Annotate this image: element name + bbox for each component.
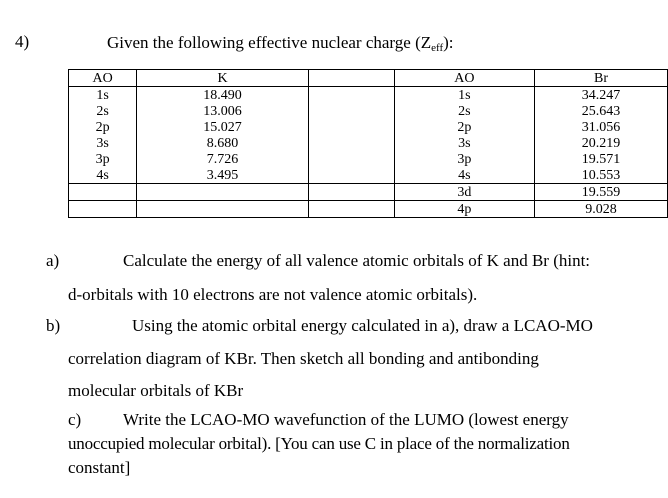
cell-br: 20.219 xyxy=(534,135,667,151)
table-row xyxy=(69,151,668,167)
cell-ao-br: 3d xyxy=(394,184,534,201)
cell-k xyxy=(137,184,309,201)
cell-k: 3.495 xyxy=(137,167,309,184)
cell-k: 8.680 xyxy=(137,135,309,151)
cell-ao-br: 3p xyxy=(394,151,534,167)
cell-k xyxy=(137,201,309,218)
cell-gap xyxy=(308,103,394,119)
question-intro: Given the following effective nuclear charge $(Z_{eff})$: xyxy=(107,33,454,54)
cell-br: 31.056 xyxy=(534,119,667,135)
header-ao-br: AO xyxy=(394,70,534,87)
cell-gap xyxy=(308,119,394,135)
cell-ao-k: 2p xyxy=(69,119,137,135)
cell-ao-k: 4s xyxy=(69,167,137,184)
part-b-line1: Using the atomic orbital energy calculated in a), draw a LCAO-MO xyxy=(132,316,593,335)
cell-ao-br: 2p xyxy=(394,119,534,135)
question-number: 4) xyxy=(15,32,30,51)
cell-ao-br: 2s xyxy=(394,103,534,119)
part-b-label: b) xyxy=(46,316,61,335)
cell-k: 13.006 xyxy=(137,103,309,119)
cell-k: 18.490 xyxy=(137,87,309,104)
table-row xyxy=(69,87,668,104)
cell-br: 9.028 xyxy=(534,201,667,218)
cell-gap xyxy=(308,151,394,167)
cell-gap xyxy=(308,167,394,184)
part-c-line3: constant] xyxy=(68,458,131,477)
table-row xyxy=(69,119,668,135)
part-a-line1: Calculate the energy of all valence atomic orbitals of K and Br (hint: xyxy=(123,251,591,270)
table-row xyxy=(69,201,668,218)
part-c-line2: unoccupied molecular orbital). [You can use C in place of the normalization xyxy=(68,434,570,453)
cell-k: 7.726 xyxy=(137,151,309,167)
table-header-row xyxy=(69,70,668,87)
cell-br: 25.643 xyxy=(534,103,667,119)
table-row xyxy=(69,184,668,201)
cell-ao-k: 3p xyxy=(69,151,137,167)
part-a-label: a) xyxy=(46,251,60,270)
cell-br: 10.553 xyxy=(534,167,667,184)
header-ao-k: AO xyxy=(69,70,137,87)
table-row xyxy=(69,167,668,184)
cell-ao-k: 2s xyxy=(69,103,137,119)
part-c-line1: Write the LCAO-MO wavefunction of the LUMO (lowest energy xyxy=(123,410,569,429)
cell-ao-br: 1s xyxy=(394,87,534,104)
part-c-label: c) xyxy=(68,410,82,429)
part-a-line2: d-orbitals with 10 electrons are not valence atomic orbitals). xyxy=(68,285,478,304)
part-b-line2: correlation diagram of KBr. Then sketch all bonding and antibonding xyxy=(68,349,539,368)
cell-ao-k xyxy=(69,184,137,201)
part-b-line3: molecular orbitals of KBr xyxy=(68,381,244,400)
cell-ao-br: 3s xyxy=(394,135,534,151)
cell-ao-k xyxy=(69,201,137,218)
cell-gap xyxy=(308,135,394,151)
table-row xyxy=(69,103,668,119)
cell-gap xyxy=(308,184,394,201)
header-k: K xyxy=(137,70,309,87)
cell-gap xyxy=(308,87,394,104)
zeff-table xyxy=(68,69,668,218)
table-row xyxy=(69,135,668,151)
header-br: Br xyxy=(534,70,667,87)
cell-br: 34.247 xyxy=(534,87,667,104)
cell-ao-k: 1s xyxy=(69,87,137,104)
cell-br: 19.571 xyxy=(534,151,667,167)
header-gap xyxy=(308,70,394,87)
cell-br: 19.559 xyxy=(534,184,667,201)
cell-gap xyxy=(308,201,394,218)
cell-ao-br: 4s xyxy=(394,167,534,184)
cell-ao-br: 4p xyxy=(394,201,534,218)
cell-ao-k: 3s xyxy=(69,135,137,151)
cell-k: 15.027 xyxy=(137,119,309,135)
